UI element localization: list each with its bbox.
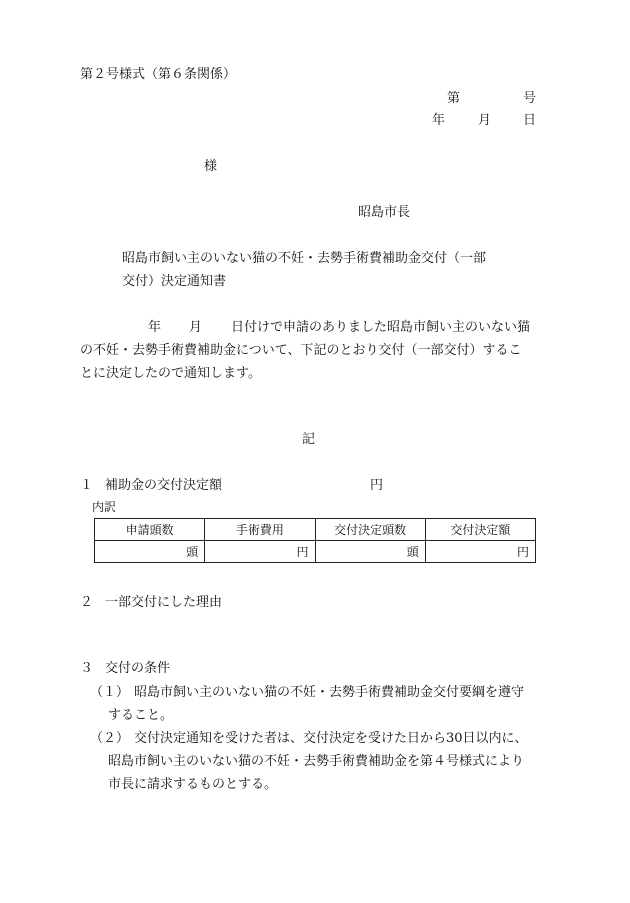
cell-applied-count: 頭 (95, 541, 205, 563)
title-line1: 昭島市飼い主のいない猫の不妊・去勢手術費補助金交付（一部 (122, 251, 487, 266)
section3-label: 交付の条件 (105, 661, 171, 676)
table-header-row (95, 519, 536, 541)
section2-number: ２ (80, 595, 94, 610)
body-line1: 日付けで申請のありました昭島市飼い主のいない猫 (231, 320, 531, 335)
issuer: 昭島市長 (358, 205, 411, 220)
table-row (95, 541, 536, 563)
body-line3: とに決定したので通知します。 (80, 366, 261, 381)
condition2-line1: 交付決定通知を受けた者は、交付決定を受けた日から30日以内に、 (134, 731, 528, 746)
section1-label: 補助金の交付決定額 (105, 478, 223, 493)
condition2-line2: 昭島市飼い主のいない猫の不妊・去勢手術費補助金を第４号様式により (108, 754, 525, 769)
condition1-line1: 昭島市飼い主のいない猫の不妊・去勢手術費補助金交付要綱を遵守 (134, 685, 525, 700)
cell-surgery-cost: 円 (205, 541, 315, 563)
ki-heading: 記 (302, 432, 316, 447)
header-surgery-cost: 手術費用 (205, 519, 315, 541)
recipient-honorific: 様 (204, 159, 218, 174)
cell-approved-count: 頭 (315, 541, 425, 563)
doc-number-prefix: 第 (447, 91, 461, 106)
date-day: 日 (523, 113, 537, 128)
section2-label: 一部交付にした理由 (105, 595, 223, 610)
section3-number: ３ (80, 661, 94, 676)
title-line2: 交付）決定通知書 (122, 274, 227, 289)
section1-unit: 円 (370, 478, 384, 493)
condition2-line3: 市長に請求するものとする。 (108, 777, 278, 792)
body-year: 年 (148, 320, 162, 335)
header-approved-count: 交付決定頭数 (315, 519, 425, 541)
section1-number: １ (80, 478, 94, 493)
header-applied-count: 申請頭数 (95, 519, 205, 541)
form-label: 第２号様式（第６条関係） (80, 67, 237, 82)
header-approved-amount: 交付決定額 (425, 519, 535, 541)
breakdown-table (94, 518, 536, 563)
doc-number-suffix: 号 (523, 91, 537, 106)
cell-approved-amount: 円 (425, 541, 535, 563)
condition2-number: （２） (90, 731, 130, 746)
breakdown-label: 内訳 (92, 500, 117, 514)
condition1-number: （１） (90, 685, 130, 700)
date-year: 年 (432, 113, 446, 128)
body-month: 月 (189, 320, 203, 335)
body-line2: の不妊・去勢手術費補助金について、下記のとおり交付（一部交付）するこ (80, 343, 522, 358)
condition1-line2: すること。 (108, 708, 174, 723)
date-month: 月 (478, 113, 492, 128)
